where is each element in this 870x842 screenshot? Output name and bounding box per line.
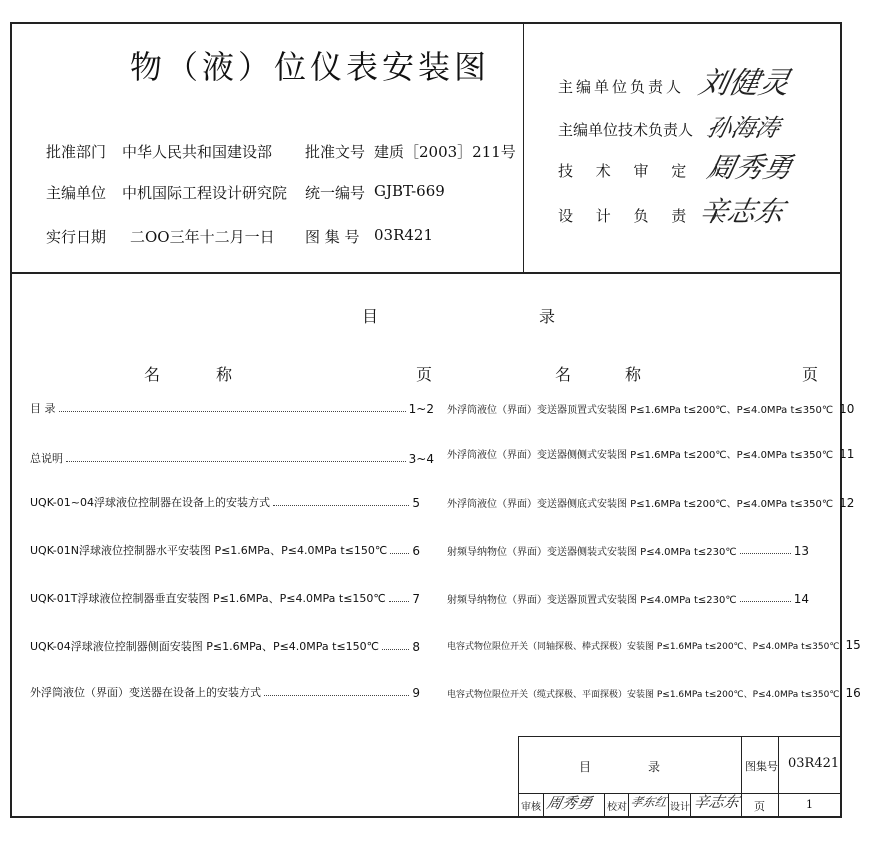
signature-tech-chief: 孙海涛 — [704, 114, 783, 142]
meta-label-unified-no: 统一编号 — [305, 184, 366, 202]
toc-entry[interactable] — [447, 445, 855, 461]
toc-col-name-a-right: 名 — [555, 365, 572, 384]
titleblock-title-b: 录 — [648, 760, 661, 774]
meta-value-atlas-no: 03R421 — [374, 226, 434, 244]
toc-entry[interactable] — [30, 638, 420, 654]
toc-entry[interactable] — [30, 590, 420, 606]
meta-label-atlas-no: 图 集 号 — [305, 228, 360, 246]
toc-entry-name: UQK-01T浮球液位控制器垂直安装图 P≤1.6MPa、P≤4.0MPa t≤150℃ — [30, 592, 386, 605]
toc-entry-name: UQK-01N浮球液位控制器水平安装图 P≤1.6MPa、P≤4.0MPa t≤150℃ — [30, 544, 388, 557]
toc-entry-page: 5 — [412, 496, 420, 510]
toc-entry-name: 射频导纳物位（界面）变送器顶置式安装图 P≤4.0MPa t≤230℃ — [447, 595, 737, 606]
header-divider — [10, 272, 842, 274]
leader-dots — [740, 552, 791, 554]
toc-entry[interactable] — [447, 684, 861, 700]
titleblock-divider-5 — [628, 793, 629, 818]
toc-entry-page: 1~2 — [408, 402, 434, 416]
leader-dots — [264, 694, 409, 696]
titleblock-left — [518, 736, 519, 818]
meta-label-approval-dept: 批准部门 — [46, 143, 107, 161]
toc-entry-name: 电容式物位限位开关（缆式探极、平面探极）安装图 P≤1.6MPa t≤200℃、P≤4.0MPa t≤350℃ — [447, 690, 840, 700]
toc-entry-name: 外浮筒液位（界面）变送器侧底式安装图 P≤1.6MPa t≤200℃、P≤4.0MPa t≤350℃ — [447, 499, 834, 510]
leader-dots — [382, 648, 409, 650]
meta-label-approval-no: 批准文号 — [305, 143, 366, 161]
toc-entry-page: 7 — [412, 592, 420, 606]
resp-role-chief-unit: 主编单位负责人 — [558, 78, 685, 96]
leader-dots — [59, 410, 406, 412]
titleblock-proof-label: 校对 — [607, 802, 627, 813]
titleblock-divider-3 — [543, 793, 544, 818]
toc-entry-name: 总说明 — [30, 452, 63, 465]
titleblock-divider-1 — [741, 736, 742, 818]
toc-col-name-b-left: 称 — [216, 365, 233, 384]
resp-role-tech-review: 技 术 审 定 人 — [558, 162, 734, 180]
toc-entry[interactable] — [447, 590, 809, 606]
toc-entry-page: 16 — [845, 686, 861, 700]
toc-entry-page: 8 — [412, 640, 420, 654]
toc-heading-right: 录 — [539, 307, 556, 326]
toc-entry-name: 外浮筒液位（界面）变送器顶置式安装图 P≤1.6MPa t≤200℃、P≤4.0MPa t≤350℃ — [447, 405, 834, 416]
toc-entry[interactable] — [447, 542, 809, 558]
titleblock-divider-2 — [778, 736, 779, 818]
toc-entry-page: 10 — [839, 402, 855, 416]
toc-entry-page: 11 — [839, 447, 855, 461]
toc-entry-name: 目 录 — [30, 402, 56, 415]
meta-value-approval-dept: 中华人民共和国建设部 — [122, 143, 273, 161]
toc-entry[interactable] — [30, 400, 434, 416]
meta-value-effective-date: 二OO三年十二月一日 — [130, 228, 275, 246]
leader-dots — [66, 460, 406, 462]
titleblock-divider-6 — [668, 793, 669, 818]
toc-col-name-b-right: 称 — [625, 365, 642, 384]
toc-entry-name: 电容式物位限位开关（同轴探极、棒式探极）安装图 P≤1.6MPa t≤200℃、P≤4.0MPa t≤350℃ — [447, 642, 840, 652]
signature-tech-review: 周秀勇 — [704, 151, 796, 184]
toc-heading-left: 目 — [362, 307, 379, 326]
leader-dots — [740, 600, 791, 602]
leader-dots — [273, 504, 409, 506]
meta-value-approval-no: 建质［2003］211号 — [374, 143, 516, 161]
toc-entry-page: 3~4 — [408, 452, 434, 466]
resp-role-design-chief: 设 计 负 责 人 — [558, 207, 734, 225]
leader-dots — [389, 600, 410, 602]
toc-entry[interactable] — [30, 684, 420, 700]
titleblock-review-signature: 周秀勇 — [544, 794, 594, 812]
meta-value-unified-no: GJBT-669 — [374, 182, 445, 200]
titleblock-atlas-value: 03R421 — [788, 756, 840, 771]
titleblock-proof-signature: 孝东红 — [629, 795, 669, 809]
toc-col-page-right: 页 — [802, 365, 819, 384]
toc-entry[interactable] — [30, 542, 420, 558]
toc-entry-page: 15 — [845, 638, 861, 652]
header-column-divider — [523, 22, 524, 272]
titleblock-review-label: 审核 — [521, 802, 541, 813]
titleblock-design-label: 设计 — [670, 802, 690, 813]
meta-value-editor-unit: 中机国际工程设计研究院 — [122, 184, 288, 202]
titleblock-divider-4 — [604, 793, 605, 818]
toc-entry-name: 外浮筒液位（界面）变送器在设备上的安装方式 — [30, 686, 261, 699]
toc-entry-name: 射频导纳物位（界面）变送器侧装式安装图 P≤4.0MPa t≤230℃ — [447, 547, 737, 558]
signature-chief-unit: 刘健灵 — [695, 66, 793, 101]
toc-entry-page: 14 — [793, 592, 809, 606]
toc-entry-page: 13 — [793, 544, 809, 558]
titleblock-divider-7 — [690, 793, 691, 818]
toc-entry[interactable] — [30, 494, 420, 510]
toc-entry[interactable] — [30, 450, 434, 466]
signature-design-chief: 辛志东 — [696, 195, 788, 228]
leader-dots — [390, 552, 409, 554]
page-title: 物（液）位仪表安装图 — [130, 48, 491, 86]
toc-entry[interactable] — [447, 636, 861, 652]
toc-entry-page: 9 — [412, 686, 420, 700]
toc-entry[interactable] — [447, 400, 855, 416]
toc-entry-name: UQK-01~04浮球液位控制器在设备上的安装方式 — [30, 496, 270, 509]
toc-entry[interactable] — [447, 494, 855, 510]
toc-entry-name: 外浮筒液位（界面）变送器侧侧式安装图 P≤1.6MPa t≤200℃、P≤4.0MPa t≤350℃ — [447, 450, 834, 461]
toc-entry-page: 6 — [412, 544, 420, 558]
meta-label-effective-date: 实行日期 — [46, 228, 107, 246]
titleblock-design-signature: 辛志东 — [691, 793, 741, 811]
meta-label-editor-unit: 主编单位 — [46, 184, 107, 202]
titleblock-page-value: 1 — [806, 798, 813, 811]
titleblock-top — [518, 736, 842, 737]
toc-entry-name: UQK-04浮球液位控制器侧面安装图 P≤1.6MPa、P≤4.0MPa t≤150℃ — [30, 640, 380, 653]
toc-col-page-left: 页 — [416, 365, 433, 384]
titleblock-title-a: 目 — [579, 760, 592, 774]
resp-role-tech-chief: 主编单位技术负责人 — [558, 121, 694, 139]
toc-col-name-a-left: 名 — [144, 365, 161, 384]
titleblock-atlas-label: 图集号 — [745, 760, 778, 773]
titleblock-page-label: 页 — [754, 800, 765, 813]
toc-entry-page: 12 — [839, 496, 855, 510]
